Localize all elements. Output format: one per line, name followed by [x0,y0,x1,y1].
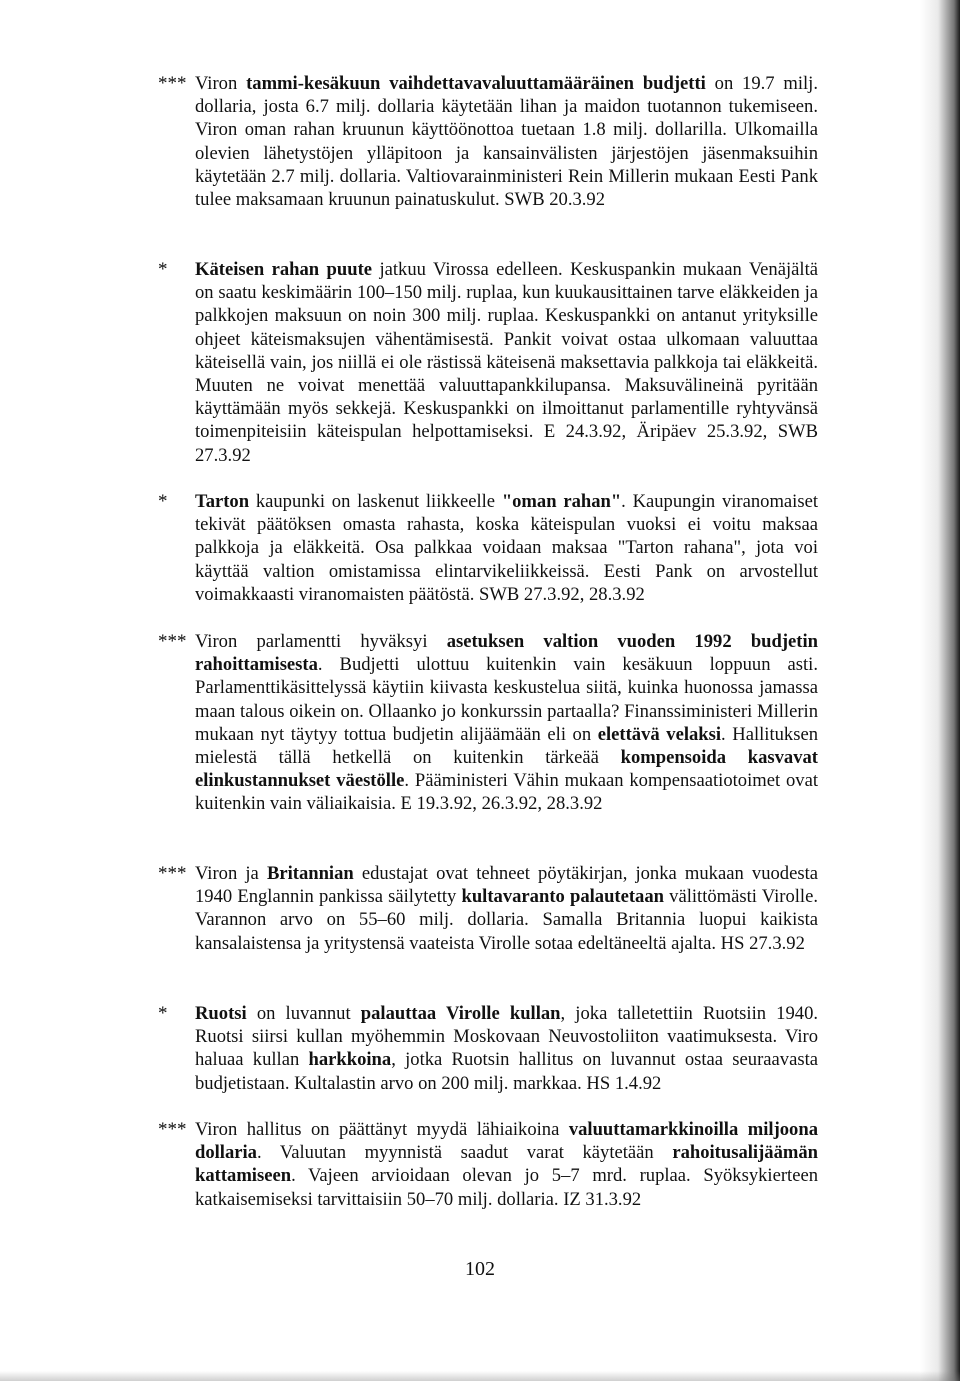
news-entry-cash-shortage [158,258,818,467]
text-run: . Valuutan myynnistä saadut varat käytetään [256,1142,673,1164]
entry-text [195,258,818,467]
text-run-bold: asetuksen valtion vuoden 1992 budjetin rahoittamisesta [195,631,818,676]
text-run: Viron hallitus on päättänyt myydä lähiaikoina [195,1119,569,1140]
entry-text [195,1002,818,1095]
text-run-bold: palauttaa Virolle kullan [360,1003,561,1024]
entry-marker: *** [158,631,187,652]
text-run: , joka talletettiin Ruotsiin 1940. Ruotsi siirsi kullan myöhemmin Moskovaan Neuvostoliiton vaatimuksesta. Viro haluaa kullan [195,1003,819,1071]
entry-marker: *** [158,1119,187,1140]
news-entry-parliament-budget [158,630,818,816]
entry-text [195,72,818,211]
text-run: . Pääministeri Vähin mukaan kompensaatiotoimet ovat kuitenkin vain väliaikaisia. E 19.3.92, 26.3.92, 28.3.92 [195,770,818,815]
text-run: edustajat ovat tehneet pöytäkirjan, jonka mukaan vuodesta 1940 Englannin pankissa säilytetty [195,863,818,908]
text-run: Viron ja [195,863,267,884]
text-run-bold: Britannian [266,863,354,884]
text-run: Viron parlamentti hyväksyi [195,631,447,652]
entry-marker: *** [158,73,187,94]
text-run-bold: Ruotsi [195,1003,247,1024]
entry-marker: * [158,259,168,280]
scan-shadow-right [920,0,960,1381]
news-entry-tartu-money [158,490,818,606]
text-run: , jotka Ruotsin hallitus on luvannut ostaa seuraavasta budjetistaan. Kultalastin arvo on 200 milj. markkaa. HS 1.4.92 [195,1049,818,1094]
text-run-bold: harkkoina [308,1049,392,1071]
text-run: jatkuu Virossa edelleen. Keskuspankin mukaan Venäjältä on saatu keskimäärin 100–150 milj. ruplaa, kun kuukausittainen tarve eläkkeiden ja palkkojen maksuun on noin 300 milj. ruplaa. Keskuspankki on antanut yrityksille ohjeet käteismaksujen vähentämisestä. Pankit voivat ostaa ulkomaan valuuttaa käteisellä vain, jos niillä ei ole rästissä käteisenä maksettavia palkkoja tai eläkkeitä. Muuten ne voivat menettää valuuttapankkilupansa. Maksuvälineinä pyritään käyttämään myös sekkejä. Keskuspankki on ilmoittanut parlamentille ryhtyvänsä toimenpiteisiin käteispulan helpottamiseksi. E 24.3.92, Äripäev 25.3.92, SWB 27.3.92 [195,259,818,466]
text-run: . Hallituksen mielestä tällä hetkellä on kuitenkin tärkeää [195,723,819,769]
entry-text [195,630,818,816]
text-run: . Budjetti ulottuu kuitenkin vain kesäkuun loppuun asti. Parlamenttikäsittelyssä käytiin kiivasta keskustelua siitä, kuinka huonossa jamassa maan talous oikein on. Ollaanko jo konkurssin partaalla? Finanssiministeri Millerin mukaan nyt täytyy tottua budjetin alijäämään eli on [195,654,818,745]
news-entry-currency-sale [158,1118,818,1211]
page-number: 102 [465,1258,495,1280]
text-run: kaupunki on laskenut liikkeelle [249,491,502,512]
text-run-bold: kultavaranto palautetaan [461,886,664,908]
entry-text [195,862,818,955]
text-run-bold: kompensoida kasvavat elinkustannukset väestölle [195,747,818,792]
text-run: Viron [195,73,247,94]
text-run: on luvannut [246,1003,361,1024]
news-entry-britain-gold [158,862,818,955]
entry-text [195,1118,818,1211]
entry-text [195,490,818,606]
entry-marker: *** [158,863,187,884]
news-entry-budget [158,72,818,211]
text-run: . Kaupungin viranomaiset tekivät päätöksen omasta rahasta, koska käteispulan vuoksi ei voitu maksaa palkkoja ja eläkkeitä. Osa palkkaa voidaan maksaa "Tarton rahana", jota voi käyttää valtion omistamissa elintarvikeliikkeissä. Eesti Pank on arvostellut voimakkaasti viranomaisten päätöstä. SWB 27.3.92, 28.3.92 [195,491,818,605]
text-run-bold: Käteisen rahan puute [195,259,373,280]
text-run-bold: "oman rahan" [501,491,622,512]
news-entry-sweden-gold [158,1002,818,1095]
text-run-bold: tammi-kesäkuun vaihdettavavaluuttamääräinen budjetti [246,73,706,94]
text-run-bold: rahoitusalijäämän kattamiseen [195,1142,818,1187]
text-run-bold: elettävä velaksi [597,723,722,745]
text-run-bold: valuuttamarkkinoilla miljoona dollaria [195,1119,818,1164]
text-run: . Vajeen arvioidaan olevan jo 5–7 mrd. ruplaa. Syöksykierteen katkaisemiseksi tarvittaisiin 50–70 milj. dollaria. IZ 31.3.92 [195,1165,818,1210]
entry-marker: * [158,1003,168,1024]
text-run-bold: Tarton [195,491,250,512]
scan-shadow-bottom [0,1371,960,1381]
text-run: on 19.7 milj. dollaria, josta 6.7 milj. dollaria käytetään lihan ja maidon tuotannon tukemiseen. Viron oman rahan kruunun käyttöönottoa tuetaan 1.8 milj. dollarilla. Ulkomailla olevien lähetystöjen ylläpitoon ja kansainvälisten järjestöjen jäsenmaksuihin käytetään 2.7 milj. dollaria. Valtiovarainministeri Rein Millerin mukaan Eesti Pank tulee maksamaan kruunun painatuskulut. SWB 20.3.92 [195,73,818,211]
text-run: välittömästi Virolle. Varannon arvo on 55–60 milj. dollaria. Samalla Britannia luopui kaikista kansalaistensa ja yritystensä vaateista Virolle sotaa edeltäneeltä ajalta. HS 27.3.92 [195,886,818,954]
entry-marker: * [158,491,168,512]
